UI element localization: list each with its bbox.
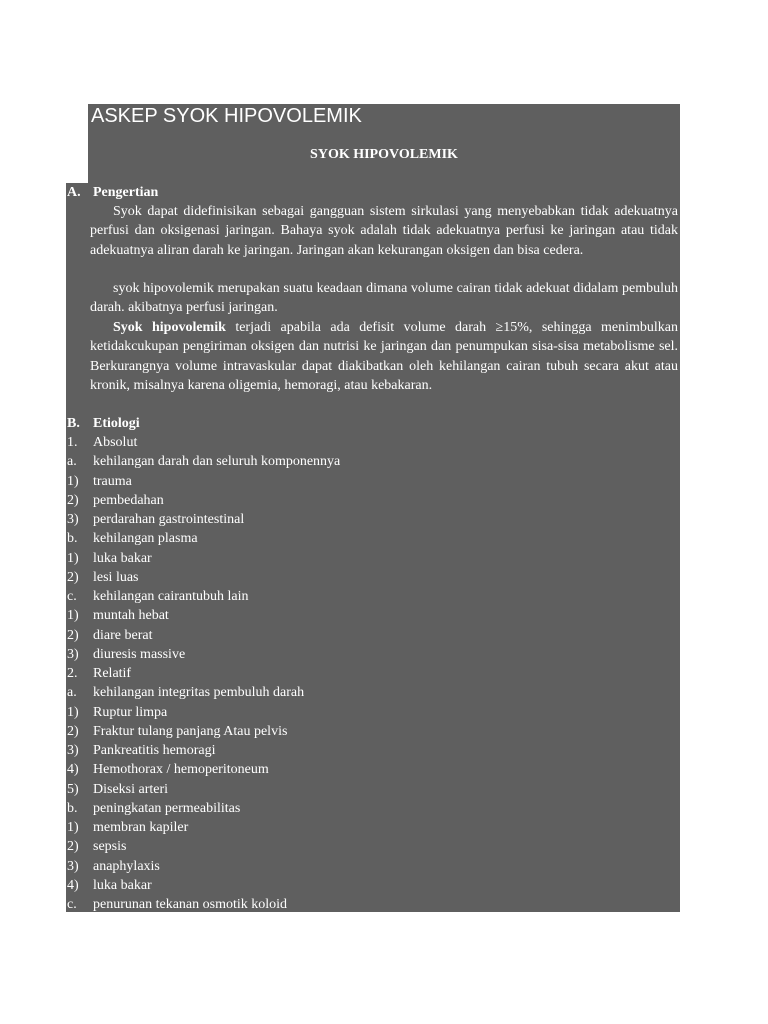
list-item-marker: 3) <box>67 512 79 527</box>
list-item-text: Relatif <box>93 666 132 681</box>
section-a-marker: A. <box>67 185 81 200</box>
list-item <box>67 760 269 779</box>
list-item-text: perdarahan gastrointestinal <box>93 512 245 527</box>
list-item-text: sepsis <box>93 839 127 855</box>
list-item <box>67 645 185 664</box>
list-item <box>67 818 188 837</box>
list-item-marker: 2. <box>67 666 78 681</box>
list-item-text: Pankreatitis hemoragi <box>93 743 216 758</box>
list-item <box>67 606 169 625</box>
list-item-marker: 2) <box>67 723 79 739</box>
section-b-marker: B. <box>67 416 80 431</box>
list-item <box>67 549 152 568</box>
paragraph-3-rest: terjadi apabila ada defisit volume darah ≥15%, sehingga menimbulkan ketidakcukupan pengiriman oksigen dan nutrisi ke jaringan dan penumpukan sisa-sisa metabolisme sel. Berkurangnya volume intravaskular dapat diakibatkan oleh kehilangan cairan tubuh secara akut atau kronik, misalnya karena oligemia, hemoragi, atau kebakaran. <box>90 320 678 393</box>
list-item <box>67 510 244 529</box>
section-b-heading <box>67 414 140 433</box>
list-item <box>67 799 240 818</box>
list-item-marker: 2) <box>67 492 79 508</box>
list-item <box>67 780 168 799</box>
list-item-marker: 5) <box>67 781 79 797</box>
list-item <box>67 452 340 471</box>
list-item <box>67 895 287 914</box>
list-item <box>67 876 152 895</box>
list-item <box>67 433 137 452</box>
list-item-marker: 1) <box>67 704 79 720</box>
list-item-text: membran kapiler <box>93 820 189 835</box>
list-item <box>67 568 139 587</box>
list-item-text: trauma <box>93 473 132 489</box>
list-item-marker: b. <box>67 531 78 547</box>
list-item-marker: a. <box>67 454 77 470</box>
list-item-text: diuresis massive <box>93 646 186 662</box>
list-item <box>67 722 287 741</box>
list-item-marker: a. <box>67 685 77 701</box>
document-heading: SYOK HIPOVOLEMIK <box>310 147 458 162</box>
section-a-title: Pengertian <box>93 185 159 200</box>
list-item <box>67 837 126 856</box>
list-item <box>67 857 160 876</box>
list-item-marker: 1) <box>67 608 79 624</box>
list-item-text: kehilangan darah dan seluruh komponennya <box>93 454 341 470</box>
list-item <box>67 587 249 606</box>
list-item-marker: 1) <box>67 820 79 835</box>
list-item-marker: 2) <box>67 627 79 643</box>
list-item-text: kehilangan cairantubuh lain <box>93 589 249 604</box>
section-b-title: Etiologi <box>93 416 140 431</box>
paragraph-2: syok hipovolemik merupakan suatu keadaan dimana volume cairan tidak adekuat didalam pembuluh darah. akibatnya perfusi jaringan. <box>90 281 678 316</box>
list-item-text: Absolut <box>93 435 138 450</box>
list-item-text: pembedahan <box>93 492 164 508</box>
list-item-marker: 3) <box>67 743 79 758</box>
list-item-text: luka bakar <box>93 877 152 893</box>
list-item-marker: 2) <box>67 839 79 855</box>
list-item <box>67 703 167 722</box>
list-item-marker: 3) <box>67 646 79 662</box>
list-item-text: diare berat <box>93 627 153 643</box>
list-item <box>67 683 304 702</box>
list-item-marker: c. <box>67 897 77 912</box>
list-item-text: lesi luas <box>93 569 139 585</box>
section-a-heading <box>67 183 158 202</box>
paragraph-3 <box>90 318 678 395</box>
list-item-text: Hemothorax / hemoperitoneum <box>93 762 269 778</box>
list-item-text: muntah hebat <box>93 608 169 624</box>
list-item <box>67 472 132 491</box>
list-item-text: Fraktur tulang panjang Atau pelvis <box>93 723 288 739</box>
list-item-text: kehilangan plasma <box>93 531 198 547</box>
list-item-marker: b. <box>67 800 78 816</box>
list-item-text: peningkatan permeabilitas <box>93 800 241 816</box>
document-title: ASKEP SYOK HIPOVOLEMIK <box>91 105 362 127</box>
list-item-marker: 2) <box>67 569 79 585</box>
list-item-text: penurunan tekanan osmotik koloid <box>93 897 288 912</box>
list-item <box>67 741 215 760</box>
list-item-text: Diseksi arteri <box>93 781 169 797</box>
list-item-text: Ruptur limpa <box>93 704 168 720</box>
list-item <box>67 626 152 645</box>
list-item-marker: c. <box>67 589 77 604</box>
list-item-text: luka bakar <box>93 550 152 566</box>
list-item <box>67 529 198 548</box>
list-item-marker: 4) <box>67 877 79 893</box>
list-item-marker: 1) <box>67 473 79 489</box>
list-item-marker: 3) <box>67 858 79 874</box>
list-item-marker: 1) <box>67 550 79 566</box>
list-item-marker: 4) <box>67 762 79 778</box>
list-item-text: kehilangan integritas pembuluh darah <box>93 685 305 701</box>
list-item <box>67 491 164 510</box>
list-item-text: anaphylaxis <box>93 858 160 874</box>
paragraph-1: Syok dapat didefinisikan sebagai gangguan sistem sirkulasi yang menyebabkan tidak adekuatnya perfusi dan oksigenasi jaringan. Bahaya syok adalah tidak adekuatnya perfusi ke jaringan atau tidak adekuatnya aliran darah ke jaringan. Jaringan akan kekurangan oksigen dan bisa cedera. <box>90 204 678 258</box>
list-item-marker: 1. <box>67 435 78 450</box>
paragraph-3-bold: Syok hipovolemik <box>113 320 226 335</box>
list-item <box>67 664 131 683</box>
